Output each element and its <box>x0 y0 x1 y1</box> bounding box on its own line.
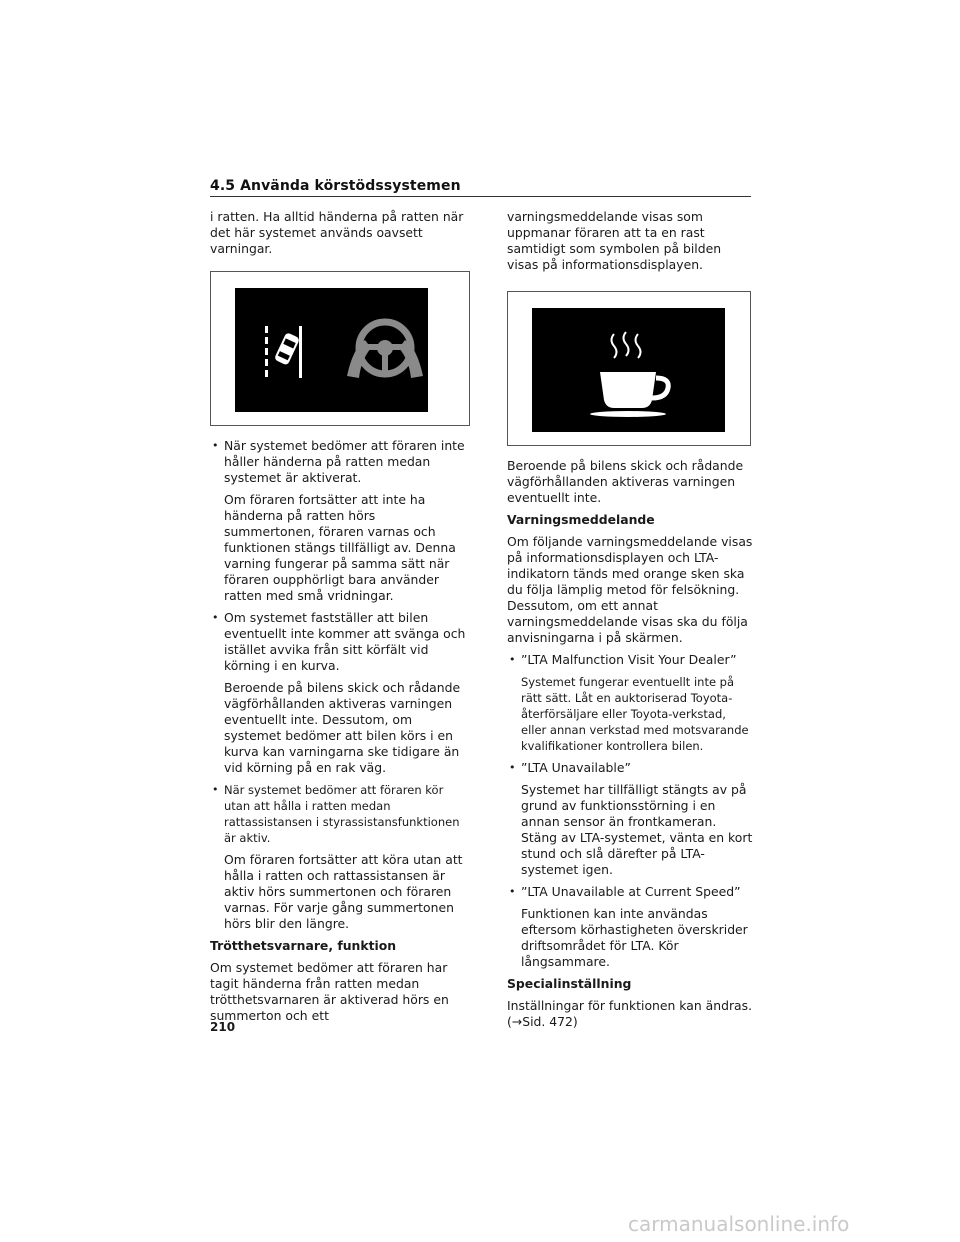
list-item: • ”LTA Malfunction Visit Your Dealer” <box>507 652 753 668</box>
right-p3: Om följande varningsmeddelande visas på informationsdisplayen och LTA-indikatorn tänds med orange sken ska du följa lämplig metod för felsökning. Dessutom, om ett annat varningsmeddelande visas ska du följa anvisningarna i på skärmen. <box>507 534 753 645</box>
right-p2: Beroende på bilens skick och rådande vägförhållanden aktiveras varningen eventuellt inte. <box>507 458 744 505</box>
page-number: 210 <box>210 1020 236 1034</box>
section-header <box>210 178 751 197</box>
display-graphic <box>235 288 428 412</box>
right-intro: varningsmeddelande visas som uppmanar föraren att ta en rast samtidigt som symbolen på bilden visas på informationsdisplayen. <box>507 209 722 272</box>
heading-custom: Specialinställning <box>507 976 632 991</box>
list-item: • ”LTA Unavailable” <box>507 760 753 776</box>
message-list-1 <box>507 652 753 668</box>
list-item: • När systemet bedömer att föraren inte håller händerna på ratten medan systemet är aktiverat. <box>210 438 470 486</box>
list-item: • När systemet bedömer att föraren kör utan att hålla i ratten medan rattassistansen i styrassistansfunktionen är aktiv. <box>210 782 470 846</box>
figure-steering-warning <box>210 271 470 426</box>
left-intro: i ratten. Ha alltid händerna på ratten när det här systemet används oavsett varningar. <box>210 209 464 256</box>
heading-warning: Varningsmeddelande <box>507 512 655 527</box>
display-screen <box>235 288 428 412</box>
left-bullet-list <box>210 438 470 486</box>
list-item-detail: Systemet fungerar eventuellt inte på rätt sätt. Låt en auktoriserad Toyota-återförsäljare eller Toyota-verkstad, eller annan verkstad med motsvarande kvalifikationer kontrollera bilen. <box>521 675 749 753</box>
message-list-3 <box>507 884 753 900</box>
list-item: • ”LTA Unavailable at Current Speed” <box>507 884 753 900</box>
figure-fatigue-warning <box>507 291 751 446</box>
left-bullet-list-3 <box>210 782 470 846</box>
heading-fatigue: Trötthetsvarnare, funktion <box>210 938 397 953</box>
list-item-detail: Om föraren fortsätter att köra utan att hålla i ratten och rattassistansen är aktiv hörs summertonen och föraren varnas. För varje gång summertonen hörs blir den längre. <box>224 852 463 931</box>
list-item-detail: Systemet har tillfälligt stängts av på grund av funktionsstörning i en annan sensor än frontkameran. Stäng av LTA-systemet, vänta en kort stund och slå därefter på LTA-systemet igen. <box>521 782 753 877</box>
list-item: • Om systemet fastställer att bilen eventuellt inte kommer att svänga och istället avvika från sitt körfält vid körning i en kurva. <box>210 610 470 674</box>
watermark: carmanualsonline.info <box>628 1212 850 1236</box>
section-title: 4.5 Använda körstödssystemen <box>210 178 461 194</box>
right-column <box>507 209 753 1036</box>
coffee-cup-icon <box>532 308 725 432</box>
hands-on-wheel-icon <box>347 322 423 378</box>
left-bullet-list-2 <box>210 610 470 674</box>
list-item-detail: Om föraren fortsätter att inte ha händerna på ratten hörs summertonen, föraren varnas och funktionen stängs tillfälligt av. Denna varning fungerar på samma sätt när föraren oupphörligt bara använder ratten med små vridningar. <box>224 492 456 603</box>
right-p4: Inställningar för funktionen kan ändras. (→Sid. 472) <box>507 998 753 1029</box>
lane-departure-icon <box>265 326 302 378</box>
list-item-detail: Beroende på bilens skick och rådande vägförhållanden aktiveras varningen eventuellt inte. Dessutom, om systemet bedömer att bilen körs i en kurva kan varningarna ske tidigare än vid körning på en rak väg. <box>224 680 461 775</box>
left-column <box>210 209 470 1030</box>
message-list-2 <box>507 760 753 776</box>
list-item-detail: Funktionen kan inte användas eftersom körhastigheten överskrider driftsområdet för LTA. Kör långsammare. <box>521 906 748 969</box>
display-screen <box>532 308 725 432</box>
fatigue-text: Om systemet bedömer att föraren har tagit händerna från ratten medan trötthetsvarnaren är aktiverad hörs en summerton och ett <box>210 960 449 1023</box>
